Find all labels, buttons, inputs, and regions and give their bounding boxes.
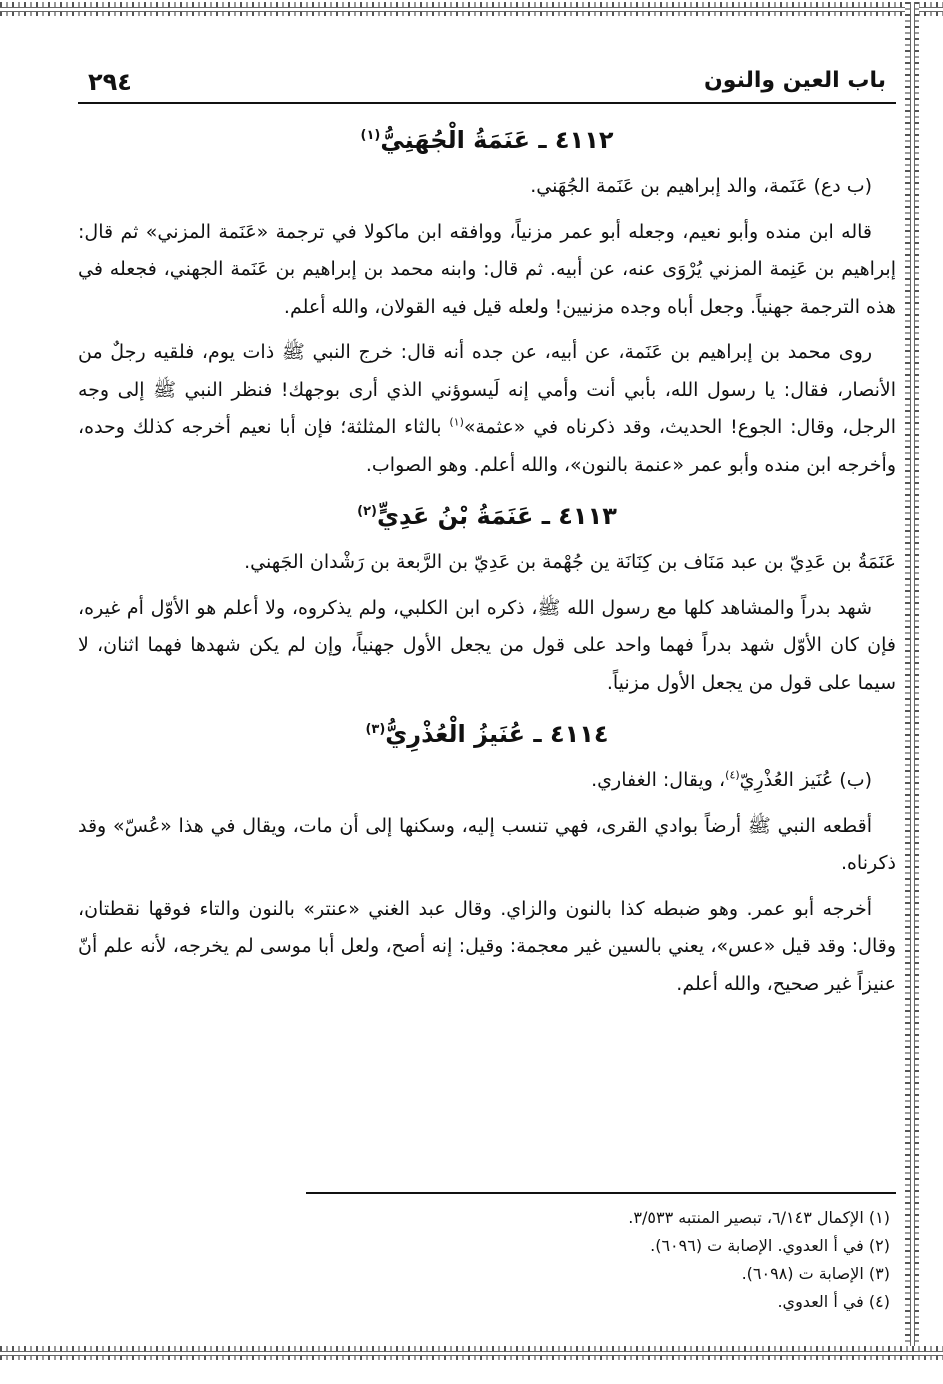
footnote-ref: (٢): [357, 504, 377, 519]
entry-title: ٤١١٣ ـ عَنَمَةُ بْنُ عَدِيٍّ: [376, 502, 617, 530]
paragraph-text: (ب) عُنَيز العُذْرِيّ: [739, 769, 872, 791]
paragraph: (ب دع) عَنَمة، والد إبراهيم بن عَنَمة الجُهَني.: [530, 175, 872, 197]
paragraph: قاله ابن منده وأبو نعيم، وجعله أبو عمر مزنياً، ووافقه ابن ماكولا في ترجمة «عَنَمة المزني» ثم قال: إبراهيم بن عَنِمة المزني يُرْوَى عنه، عن أبيه. ثم قال: وابنه محمد بن إبراهيم بن عَنَمة الجهني، فجعله في هذه الترجمة جهنياً. وجعل أباه وجده مزنيين! ولعله قيل فيه القولان، والله أعلم.: [78, 220, 896, 318]
footnote-2: (٢) في أ العدوي. الإصابة ت (٦٠٩٦).: [650, 1236, 890, 1255]
entry-title: ٤١١٢ ـ عَنَمَةُ الْجُهَنِيُّ: [380, 126, 614, 154]
footnote-ref: (١): [360, 128, 381, 143]
paragraph: [78, 334, 896, 484]
footnote-1: (١) الإكمال ٦/١٤٣، تبصير المنتبه ٣/٥٣٣.: [628, 1208, 890, 1227]
paragraph-text: ، ويقال: الغفاري.: [591, 769, 726, 791]
entry-heading-4114: [78, 710, 896, 754]
page-border-bottom: [0, 1346, 943, 1360]
footnote-ref: (١): [449, 415, 464, 429]
footnote-4: (٤) في أ العدوي.: [777, 1292, 890, 1311]
footnote-ref: (٤): [725, 768, 740, 782]
paragraph-text: روى محمد بن إبراهيم بن عَنَمة، عن أبيه، عن جده أنه قال: خرج النبي ﷺ ذات يوم، فلقيه رجلٌ من الأنصار، فقال: يا رسول الله، بأبي أنت وأمي إنه لَيسوؤني الذي أرى بوجهك! فنظر النبي ﷺ إلى وجه الرجل، وقال: الجوع! الحديث، وقد ذكرناه في «عثمة»: [78, 341, 896, 438]
page-border-top: [0, 2, 943, 16]
entry-heading-4113: [78, 492, 896, 536]
page-number: ٢٩٤: [88, 68, 132, 96]
paragraph: شهد بدراً والمشاهد كلها مع رسول الله ﷺ، ذكره ابن الكلبي، ولم يذكروه، ولا أعلم هو الأوّل أم غيره، فإن كان الأوّل شهد بدراً فهما واحد على قول من يجعل الأول جهنياً، وإن لم يكن شهدها فهما اثنان، لا سيما على قول من يجعل الأول مزنياً.: [78, 596, 896, 694]
paragraph: أقطعه النبي ﷺ أرضاً بوادي القرى، فهي تنسب إليه، وسكنها إلى أن مات، ويقال في هذا «عُسّ» وقد ذكرناه.: [78, 814, 896, 874]
footnotes: [78, 1204, 896, 1316]
running-header: [78, 62, 896, 104]
page-body: [78, 116, 896, 1011]
paragraph: عَنَمَةُ بن عَدِيّ بن عبد مَنَاف بن كِنَانَة ين جُهْمة بن عَدِيّ بن الرَّبعة بن رَشْدان الجَهني.: [244, 551, 896, 573]
footnote-divider: [306, 1192, 896, 1194]
paragraph-text: بالثاء المثلثة؛ فإن أبا نعيم أخرجه كذلك وحده، وأخرجه ابن منده وأبو عمر «عنمة بالنون»، والله أعلم. وهو الصواب.: [78, 416, 896, 476]
paragraph: أخرجه أبو عمر. وهو ضبطه كذا بالنون والزاي. وقال عبد الغني «عنتر» بالنون والتاء فوقها نقطتان، وقال: وقد قيل «عس»، يعني بالسين غير معجمة: وقيل: إنه أصح، ولعل أبا موسى لم يخرجه، لأنه علم أنّ عنيزاً غير صحيح، والله أعلم.: [78, 897, 896, 995]
footnote-ref: (٣): [365, 722, 386, 737]
page-border-right: [905, 2, 919, 1360]
paragraph: [78, 762, 896, 800]
footnote-3: (٣) الإصابة ت (٦٠٩٨).: [741, 1264, 890, 1283]
running-title: باب العين والنون: [704, 68, 886, 93]
entry-heading-4112: [78, 116, 896, 160]
entry-title: ٤١١٤ ـ عُنَيزُ الْعُذْرِيُّ: [385, 720, 609, 748]
